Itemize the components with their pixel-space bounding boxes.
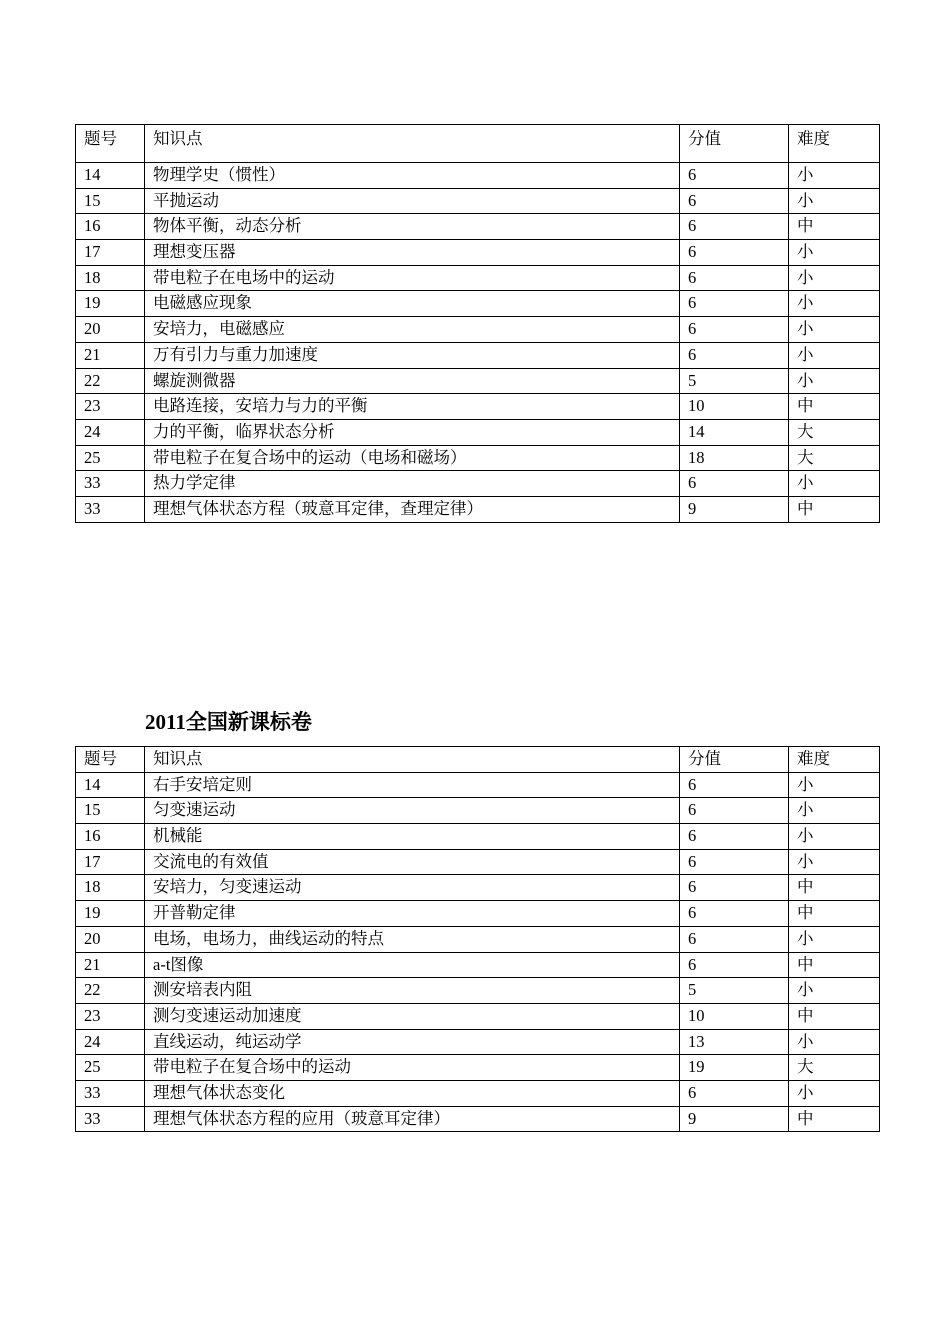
question-number-cell: 20 [76,317,145,343]
table-row [76,240,880,266]
knowledge-point-cell: 电场，电场力，曲线运动的特点 [145,926,680,952]
score-cell: 6 [680,772,789,798]
table-row [76,1003,880,1029]
knowledge-point-cell: 电磁感应现象 [145,291,680,317]
difficulty-cell: 小 [789,342,880,368]
table-row [76,901,880,927]
difficulty-cell: 中 [789,875,880,901]
difficulty-cell: 小 [789,163,880,189]
score-cell: 6 [680,265,789,291]
header-knowledge-point: 知识点 [145,747,680,773]
question-number-cell: 33 [76,1106,145,1132]
difficulty-cell: 小 [789,926,880,952]
question-number-cell: 20 [76,926,145,952]
table-row [76,849,880,875]
question-number-cell: 14 [76,772,145,798]
question-number-cell: 25 [76,1055,145,1081]
question-number-cell: 17 [76,849,145,875]
question-number-cell: 33 [76,1080,145,1106]
knowledge-point-cell: 物体平衡，动态分析 [145,214,680,240]
table-row [76,368,880,394]
knowledge-point-cell: 开普勒定律 [145,901,680,927]
difficulty-cell: 小 [789,265,880,291]
score-cell: 6 [680,188,789,214]
table-row [76,952,880,978]
knowledge-point-cell: a-t图像 [145,952,680,978]
table-row [76,1106,880,1132]
knowledge-point-cell: 物理学史（惯性） [145,163,680,189]
question-number-cell: 24 [76,419,145,445]
section-title: 2011全国新课标卷 [145,710,312,734]
difficulty-cell: 中 [789,952,880,978]
knowledge-point-cell: 机械能 [145,824,680,850]
table-row [76,419,880,445]
table-row [76,214,880,240]
table-row [76,394,880,420]
question-number-cell: 25 [76,445,145,471]
difficulty-cell: 小 [789,849,880,875]
table-row [76,342,880,368]
difficulty-cell: 小 [789,798,880,824]
question-number-cell: 15 [76,188,145,214]
table-row [76,163,880,189]
score-cell: 13 [680,1029,789,1055]
knowledge-point-cell: 带电粒子在复合场中的运动（电场和磁场） [145,445,680,471]
score-cell: 14 [680,419,789,445]
difficulty-cell: 小 [789,1029,880,1055]
knowledge-point-cell: 测匀变速运动加速度 [145,1003,680,1029]
table-row [76,798,880,824]
knowledge-point-cell: 平抛运动 [145,188,680,214]
difficulty-cell: 小 [789,1080,880,1106]
score-cell: 6 [680,926,789,952]
score-cell: 6 [680,849,789,875]
header-score: 分值 [680,747,789,773]
score-cell: 6 [680,798,789,824]
difficulty-cell: 大 [789,419,880,445]
difficulty-cell: 中 [789,214,880,240]
table-row [76,317,880,343]
table-row [76,265,880,291]
question-number-cell: 24 [76,1029,145,1055]
question-number-cell: 18 [76,265,145,291]
score-cell: 9 [680,1106,789,1132]
difficulty-cell: 中 [789,496,880,522]
score-cell: 6 [680,901,789,927]
score-cell: 6 [680,471,789,497]
table-row [76,1055,880,1081]
table-row [76,978,880,1004]
difficulty-cell: 小 [789,772,880,798]
difficulty-cell: 小 [789,978,880,1004]
question-number-cell: 23 [76,1003,145,1029]
table-row [76,772,880,798]
header-question-number: 题号 [76,747,145,773]
table-row [76,188,880,214]
question-number-cell: 21 [76,342,145,368]
knowledge-point-cell: 右手安培定则 [145,772,680,798]
knowledge-point-cell: 理想气体状态变化 [145,1080,680,1106]
score-cell: 10 [680,394,789,420]
question-number-cell: 33 [76,496,145,522]
difficulty-cell: 小 [789,368,880,394]
table-row [76,875,880,901]
knowledge-table-1 [75,124,880,523]
question-number-cell: 18 [76,875,145,901]
score-cell: 6 [680,214,789,240]
header-difficulty: 难度 [789,125,880,163]
score-cell: 6 [680,342,789,368]
table-row [76,926,880,952]
question-number-cell: 19 [76,901,145,927]
difficulty-cell: 中 [789,901,880,927]
score-cell: 6 [680,291,789,317]
table-header-row [76,747,880,773]
score-cell: 6 [680,952,789,978]
question-number-cell: 15 [76,798,145,824]
header-score: 分值 [680,125,789,163]
score-cell: 6 [680,163,789,189]
table-row [76,1080,880,1106]
table-row [76,1029,880,1055]
score-cell: 5 [680,978,789,1004]
score-cell: 18 [680,445,789,471]
knowledge-point-cell: 螺旋测微器 [145,368,680,394]
knowledge-point-cell: 理想气体状态方程的应用（玻意耳定律） [145,1106,680,1132]
score-cell: 19 [680,1055,789,1081]
difficulty-cell: 小 [789,824,880,850]
question-number-cell: 14 [76,163,145,189]
knowledge-point-cell: 力的平衡，临界状态分析 [145,419,680,445]
question-number-cell: 23 [76,394,145,420]
question-number-cell: 33 [76,471,145,497]
table-row [76,471,880,497]
difficulty-cell: 中 [789,1003,880,1029]
table-row [76,445,880,471]
score-cell: 6 [680,317,789,343]
knowledge-point-cell: 交流电的有效值 [145,849,680,875]
question-number-cell: 22 [76,978,145,1004]
score-cell: 6 [680,824,789,850]
question-number-cell: 21 [76,952,145,978]
table-header-row [76,125,880,163]
score-cell: 6 [680,240,789,266]
header-knowledge-point: 知识点 [145,125,680,163]
header-question-number: 题号 [76,125,145,163]
knowledge-point-cell: 热力学定律 [145,471,680,497]
knowledge-table-2 [75,746,880,1132]
score-cell: 5 [680,368,789,394]
knowledge-point-cell: 匀变速运动 [145,798,680,824]
difficulty-cell: 大 [789,445,880,471]
question-number-cell: 17 [76,240,145,266]
knowledge-point-cell: 理想变压器 [145,240,680,266]
difficulty-cell: 小 [789,188,880,214]
knowledge-point-cell: 万有引力与重力加速度 [145,342,680,368]
score-cell: 10 [680,1003,789,1029]
knowledge-point-cell: 直线运动，纯运动学 [145,1029,680,1055]
knowledge-point-cell: 测安培表内阻 [145,978,680,1004]
difficulty-cell: 小 [789,291,880,317]
difficulty-cell: 小 [789,240,880,266]
question-number-cell: 19 [76,291,145,317]
difficulty-cell: 中 [789,1106,880,1132]
score-cell: 6 [680,875,789,901]
knowledge-point-cell: 安培力，电磁感应 [145,317,680,343]
question-number-cell: 16 [76,214,145,240]
difficulty-cell: 大 [789,1055,880,1081]
question-number-cell: 16 [76,824,145,850]
table-row [76,824,880,850]
score-cell: 6 [680,1080,789,1106]
knowledge-point-cell: 理想气体状态方程（玻意耳定律，查理定律） [145,496,680,522]
difficulty-cell: 小 [789,317,880,343]
question-number-cell: 22 [76,368,145,394]
header-difficulty: 难度 [789,747,880,773]
score-cell: 9 [680,496,789,522]
knowledge-point-cell: 带电粒子在电场中的运动 [145,265,680,291]
difficulty-cell: 小 [789,471,880,497]
knowledge-point-cell: 安培力，匀变速运动 [145,875,680,901]
difficulty-cell: 中 [789,394,880,420]
knowledge-point-cell: 带电粒子在复合场中的运动 [145,1055,680,1081]
knowledge-point-cell: 电路连接，安培力与力的平衡 [145,394,680,420]
table-row [76,291,880,317]
table-row [76,496,880,522]
